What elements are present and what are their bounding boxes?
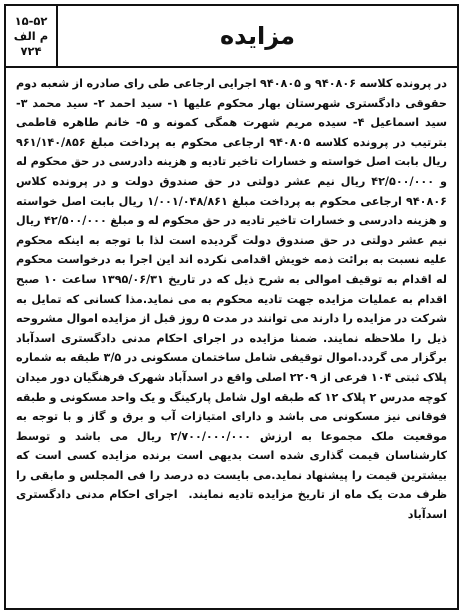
- notice-body: [16, 74, 447, 525]
- notice-signature: اجرای احکام مدنی دادگستری اسدآباد: [16, 488, 447, 522]
- notice-frame: [4, 4, 459, 610]
- notice-code-box: [6, 6, 58, 66]
- notice-header: [6, 6, 457, 68]
- code-id: ۷۲۴: [20, 43, 42, 58]
- code-series: م الف: [13, 28, 49, 43]
- notice-body-text: در پرونده کلاسه ۹۴۰۸۰۶ و ۹۴۰۸۰۵ اجرایی ارجاعی طی رای صادره از شعبه دوم حقوقی دادگستری شهرستان بهار محکوم علیها ۱- سید احمد ۲- سید محمد ۳- سید اسماعیل ۴- سیده مریم شهرت همگی کمونه و ۵- خانم طاهره قاطمی بترتیب در پرونده کلاسه ۹۴۰۸۰۵ ارجاعی محکوم به پرداخت مبلغ ۹۶۱/۱۴۰/۸۵۶ ریال بابت اصل خواسته و خسارات تاخیر تادیه و هزینه دادرسی در حق محکوم له و ۴۲/۵۰۰/۰۰۰ ریال نیم عشر دولتی در حق صندوق دولت و در پرونده کلاس ۹۴۰۸۰۶ ارجاعی محکوم به پرداخت مبلغ ۱/۰۰۱/۰۴۸/۸۶۱ ریال بابت اصل خواسته و هزینه دادرسی و خسارات تاخیر تادیه در حق محکوم له و مبلغ ۴۲/۵۰۰/۰۰۰ ریال نیم عشر دولتی در حق صندوق دولت گردیده است لذا با توجه به اینکه محکوم علیه نسبت به برائت ذمه خویش اقدامی نکرده اند این اجرا به درخواست محکوم له اقدام به توقیف اموالی به شرح ذیل که در تاریخ ۱۳۹۵/۰۶/۳۱ ساعت ۱۰ صبح اقدام به عملیات مزایده جهت تادیه محکوم به می نماید.مذا کسانی که تمایل به شرکت در مزایده را دارند می توانند در مدت ۵ روز قبل از مزایده اموال مشروحه ذیل را ملاحظه نمایند. ضمنا مزایده در اجرای احکام مدنی دادگستری اسدآباد برگزار می گردد.اموال توقیفی شامل ساختمان مسکونی در ۳/۵ طبقه به شماره پلاک ثبتی ۱۰۴ فرعی از ۲۲۰۹ اصلی واقع در اسدآباد شهرک فرهنگیان دور میدان کوچه مدرس ۲ پلاک ۱۲ که طبقه اول شامل پارکینگ و یک واحد مسکونی و طبقه فوقانی نیز مسکونی می باشد و دارای امتیازات آب و برق و گاز و با توجه به موقعیت ملک مجموعا به ارزش ۲/۷۰۰/۰۰۰/۰۰۰ ریال می باشد و توسط کارشناسان قیمت گذاری شده است بدیهی است برنده مزایده کسی است که بیشترین قیمت را پیشنهاد نماید.می بایست ده درصد را فی المجلس و مابقی را ظرف مدت یک ماه از تاریخ مزایده تادیه نمایند.: [16, 77, 448, 502]
- notice-title: مزایده: [219, 22, 296, 50]
- title-box: [58, 6, 457, 66]
- code-number: ۱۵-۵۲: [14, 13, 48, 28]
